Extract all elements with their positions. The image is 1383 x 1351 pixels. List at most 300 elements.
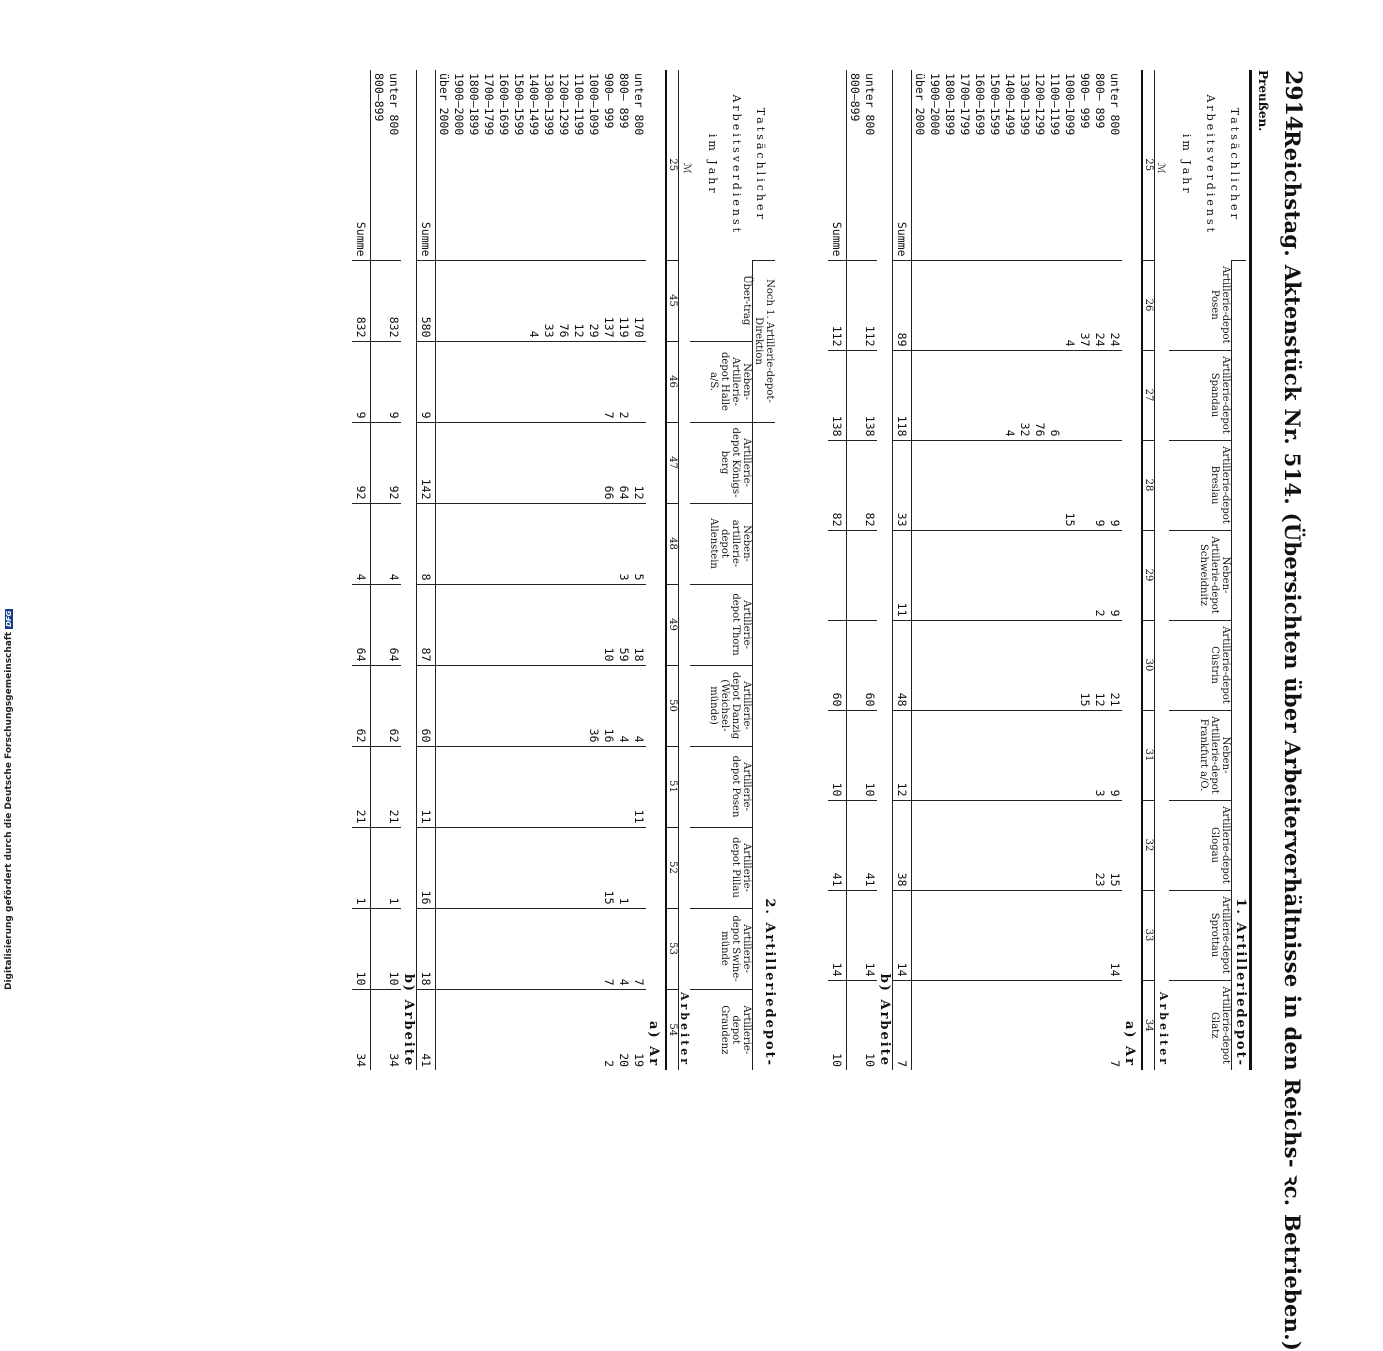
data-cell	[451, 989, 466, 1070]
data-cell: 64	[616, 422, 631, 503]
data-cell	[526, 746, 541, 827]
data-cell	[1032, 890, 1047, 980]
data-cell: 9	[1092, 440, 1107, 530]
data-cell	[942, 890, 957, 980]
table-row	[1107, 70, 1122, 1070]
sum-cell: 89	[893, 260, 912, 350]
column-number: 33	[1142, 890, 1155, 980]
data-cell	[371, 260, 387, 341]
data-cell	[972, 350, 987, 440]
data-cell	[541, 422, 556, 503]
data-cell	[436, 341, 452, 422]
data-cell	[1017, 710, 1032, 800]
table-row	[1062, 70, 1077, 1070]
data-cell	[1092, 890, 1107, 980]
sum-cell	[828, 530, 847, 620]
row-label: 1300—1399	[1018, 73, 1032, 136]
data-cell	[1077, 890, 1092, 980]
data-cell	[927, 710, 942, 800]
data-cell	[1092, 350, 1107, 440]
data-cell	[1062, 530, 1077, 620]
row-label: 1200—1299	[1033, 73, 1047, 136]
data-cell	[556, 908, 571, 989]
section2-title-text: 2. Artilleriedepot-	[762, 898, 777, 1068]
row-label: 1800—1899	[467, 73, 481, 136]
data-cell	[942, 350, 957, 440]
data-cell	[927, 980, 942, 1070]
row-label: 1000—1099	[1063, 73, 1077, 136]
data-cell	[571, 746, 586, 827]
data-cell	[451, 584, 466, 665]
column-number: 47	[666, 422, 679, 503]
data-cell	[1077, 440, 1092, 530]
data-cell	[927, 620, 942, 710]
data-cell	[586, 908, 601, 989]
data-cell	[481, 989, 496, 1070]
column-header: Neben-Artillerie-depot Halle a/S.	[690, 341, 753, 422]
data-cell	[526, 665, 541, 746]
row-label: 1100—1199	[572, 73, 586, 136]
data-cell	[1032, 530, 1047, 620]
data-cell	[987, 890, 1002, 980]
data-cell	[1077, 350, 1092, 440]
data-cell	[436, 260, 452, 341]
column-number: 26	[1142, 260, 1155, 350]
table-row	[511, 70, 526, 1070]
data-cell: 2	[601, 989, 616, 1070]
column-header: Artillerie-depot Glogau	[1169, 800, 1232, 890]
table-row	[386, 70, 401, 1070]
data-cell	[571, 665, 586, 746]
data-cell: 20	[616, 989, 631, 1070]
data-cell	[1032, 620, 1047, 710]
data-cell	[1002, 800, 1017, 890]
column-header: Artillerie-depot Graudenz	[690, 989, 753, 1070]
data-cell	[466, 422, 481, 503]
table-row	[862, 70, 877, 1070]
data-cell: 170	[631, 260, 646, 341]
data-cell	[1047, 620, 1062, 710]
data-cell	[987, 260, 1002, 350]
table-artilleriedepot-2	[352, 70, 775, 1070]
data-cell: 4	[1002, 350, 1017, 440]
row-label: unter 800	[1108, 73, 1122, 136]
data-cell	[556, 746, 571, 827]
table-row	[616, 70, 631, 1070]
data-cell	[371, 827, 387, 908]
column-number: 48	[666, 503, 679, 584]
data-cell	[571, 503, 586, 584]
column-header: Artillerie-depot Cüstrin	[1169, 620, 1232, 710]
data-cell	[496, 503, 511, 584]
data-cell	[511, 908, 526, 989]
table-row	[1047, 70, 1062, 1070]
data-cell: 15	[1107, 800, 1122, 890]
data-cell	[511, 746, 526, 827]
data-cell	[586, 422, 601, 503]
data-cell	[1047, 800, 1062, 890]
data-cell	[571, 341, 586, 422]
sum-row	[417, 70, 436, 1070]
column-header: Neben-Artillerie-depot Schweidnitz	[1169, 530, 1232, 620]
subsection-a-text: a) Ar	[1122, 1020, 1137, 1067]
dfg-credit-text: Digitalisierung gefördert durch die Deutsche Forschungsgemeinschaft	[4, 631, 14, 990]
data-cell	[541, 908, 556, 989]
data-cell	[912, 890, 928, 980]
column-header: Artillerie-depot Breslau	[1169, 440, 1232, 530]
sum-cell: 34	[352, 989, 371, 1070]
column-header: Artillerie-depot Thorn	[690, 584, 753, 665]
data-cell	[556, 422, 571, 503]
data-cell	[556, 989, 571, 1070]
data-cell	[481, 908, 496, 989]
data-cell: 62	[386, 665, 401, 746]
data-cell	[1002, 890, 1017, 980]
data-cell: 4	[616, 665, 631, 746]
data-cell: 7	[601, 908, 616, 989]
sum-cell: 18	[417, 908, 436, 989]
data-cell	[371, 665, 387, 746]
table-row	[466, 70, 481, 1070]
column-number: 27	[1142, 350, 1155, 440]
data-cell	[496, 827, 511, 908]
data-cell: 76	[556, 260, 571, 341]
data-cell: 18	[631, 584, 646, 665]
data-cell: 82	[862, 440, 877, 530]
data-cell	[526, 908, 541, 989]
data-cell	[927, 350, 942, 440]
data-cell	[451, 665, 466, 746]
data-cell: 4	[631, 665, 646, 746]
data-cell	[466, 827, 481, 908]
sum-cell: 14	[893, 890, 912, 980]
data-cell	[847, 440, 863, 530]
sum-cell: 10	[352, 908, 371, 989]
data-cell	[927, 260, 942, 350]
column-number: 31	[1142, 710, 1155, 800]
sum-cell: 12	[893, 710, 912, 800]
data-cell	[862, 530, 877, 620]
data-cell: 10	[862, 710, 877, 800]
data-cell	[847, 890, 863, 980]
row-label: 1500—1599	[988, 73, 1002, 136]
sum-cell: 33	[893, 440, 912, 530]
data-cell	[912, 800, 928, 890]
data-cell	[541, 665, 556, 746]
data-cell	[496, 665, 511, 746]
data-cell	[1062, 980, 1077, 1070]
table-row	[601, 70, 616, 1070]
data-cell	[847, 260, 863, 350]
sum-cell: 11	[417, 746, 436, 827]
data-cell: 15	[1077, 620, 1092, 710]
sum-cell: 10	[828, 710, 847, 800]
data-cell: 4	[1062, 260, 1077, 350]
column-number: 52	[666, 827, 679, 908]
data-cell	[371, 989, 387, 1070]
data-cell	[847, 350, 863, 440]
sum-cell: 9	[417, 341, 436, 422]
row-label: unter 800	[632, 73, 646, 136]
data-cell	[987, 440, 1002, 530]
column-number: 54	[666, 989, 679, 1070]
data-cell	[451, 827, 466, 908]
data-cell	[1017, 800, 1032, 890]
subsection-b-label	[877, 70, 893, 1070]
sum-cell: 8	[417, 503, 436, 584]
data-cell: 19	[631, 989, 646, 1070]
sum-cell: 4	[352, 503, 371, 584]
data-cell: 12	[631, 422, 646, 503]
row-label: 800— 899	[1093, 73, 1107, 129]
data-cell	[957, 530, 972, 620]
data-cell: 14	[862, 890, 877, 980]
data-cell: 832	[386, 260, 401, 341]
data-cell: 4	[526, 260, 541, 341]
data-cell	[1002, 620, 1017, 710]
page-number: 2914	[1280, 70, 1306, 132]
sum-cell: 14	[828, 890, 847, 980]
data-cell	[466, 260, 481, 341]
sum-cell: 21	[352, 746, 371, 827]
data-cell	[987, 800, 1002, 890]
data-cell	[942, 710, 957, 800]
data-cell	[496, 746, 511, 827]
sum-row	[828, 70, 847, 1070]
row-label: unter 800	[863, 73, 877, 136]
data-cell: 12	[1092, 620, 1107, 710]
data-cell	[1017, 980, 1032, 1070]
column-header: Artillerie-depot Posen	[690, 746, 753, 827]
data-cell	[556, 827, 571, 908]
data-cell	[451, 422, 466, 503]
data-cell: 59	[616, 584, 631, 665]
data-cell	[972, 710, 987, 800]
row-label: 1000—1099	[587, 73, 601, 136]
data-cell	[511, 503, 526, 584]
sum-cell: 41	[417, 989, 436, 1070]
data-cell	[481, 260, 496, 341]
data-cell	[1002, 440, 1017, 530]
data-cell	[541, 341, 556, 422]
column-number: 50	[666, 665, 679, 746]
data-cell	[942, 980, 957, 1070]
data-cell: 14	[1107, 890, 1122, 980]
data-cell	[371, 503, 387, 584]
column-header: Neben-Artillerie-depot Frankfurt a/O.	[1169, 710, 1232, 800]
header-rule	[1249, 70, 1252, 1070]
data-cell	[972, 260, 987, 350]
rotated-page-content	[60, 70, 1310, 1351]
data-cell	[1002, 260, 1017, 350]
data-cell	[481, 827, 496, 908]
data-cell: 4	[386, 503, 401, 584]
data-cell	[972, 980, 987, 1070]
data-cell	[1032, 800, 1047, 890]
data-cell: 3	[616, 503, 631, 584]
data-cell	[511, 989, 526, 1070]
data-cell	[1077, 800, 1092, 890]
column-number: 46	[666, 341, 679, 422]
row-label: 900— 999	[1078, 73, 1092, 129]
data-cell	[1032, 980, 1047, 1070]
data-cell	[1062, 710, 1077, 800]
data-cell	[616, 746, 631, 827]
data-cell	[1047, 890, 1062, 980]
data-cell: 32	[1017, 350, 1032, 440]
data-cell: 112	[862, 260, 877, 350]
section2-title	[753, 422, 776, 1070]
data-cell	[1017, 440, 1032, 530]
sum-cell: 16	[417, 827, 436, 908]
data-cell	[571, 827, 586, 908]
data-cell	[1032, 440, 1047, 530]
subsection-b-text: b) Arbeite	[877, 973, 892, 1067]
data-cell	[496, 341, 511, 422]
row-label: 900— 999	[602, 73, 616, 129]
table-row	[526, 70, 541, 1070]
sum-label: Summe	[417, 70, 436, 260]
data-cell: 9	[1107, 530, 1122, 620]
column-number: 25	[1142, 70, 1155, 260]
data-cell	[556, 584, 571, 665]
data-cell	[912, 710, 928, 800]
sum-cell: 580	[417, 260, 436, 341]
data-cell	[511, 341, 526, 422]
row-label: 1700—1799	[958, 73, 972, 136]
sum-cell: 112	[828, 260, 847, 350]
data-cell	[496, 260, 511, 341]
table-row	[1002, 70, 1017, 1070]
section1-sub	[1155, 260, 1170, 1070]
data-cell: 1	[616, 827, 631, 908]
data-cell	[987, 530, 1002, 620]
column-header: Artillerie-depot Pillau	[690, 827, 753, 908]
column-header: Artillerie-depot Königs-berg	[690, 422, 753, 503]
data-cell	[371, 422, 387, 503]
data-cell	[927, 440, 942, 530]
data-cell: 60	[862, 620, 877, 710]
section1-sub-text: Arbeiter	[1157, 991, 1170, 1067]
data-cell	[481, 422, 496, 503]
data-cell	[496, 908, 511, 989]
sum-label: Summe	[352, 70, 371, 260]
data-cell	[466, 746, 481, 827]
row-label: 1800—1899	[943, 73, 957, 136]
data-cell: 66	[601, 422, 616, 503]
col-header-text-2: Tatsächlicher Arbeitsverdienst im Jahr	[706, 94, 768, 236]
data-cell: 9	[1107, 710, 1122, 800]
data-cell	[1032, 260, 1047, 350]
table-row	[1092, 70, 1107, 1070]
row-label: 1600—1699	[497, 73, 511, 136]
data-cell	[1062, 800, 1077, 890]
data-cell	[541, 827, 556, 908]
data-cell	[481, 584, 496, 665]
sum-cell: 60	[828, 620, 847, 710]
column-number: 49	[666, 584, 679, 665]
sum-cell: 832	[352, 260, 371, 341]
data-cell	[541, 503, 556, 584]
row-label: 1500—1599	[512, 73, 526, 136]
data-cell	[942, 260, 957, 350]
data-cell: 2	[616, 341, 631, 422]
data-cell	[1002, 980, 1017, 1070]
data-cell	[371, 584, 387, 665]
data-cell	[847, 710, 863, 800]
data-cell	[481, 503, 496, 584]
data-cell	[1047, 710, 1062, 800]
section2-sub-text: Arbeiter	[678, 992, 691, 1068]
data-cell: 3	[1092, 710, 1107, 800]
column-number: 29	[1142, 530, 1155, 620]
data-cell	[1047, 440, 1062, 530]
data-cell: 21	[1107, 620, 1122, 710]
data-cell	[526, 422, 541, 503]
column-number: 51	[666, 746, 679, 827]
data-cell	[586, 503, 601, 584]
data-cell	[601, 746, 616, 827]
data-cell: 7	[601, 341, 616, 422]
data-cell	[1047, 980, 1062, 1070]
data-cell	[957, 440, 972, 530]
data-cell: 9	[1107, 440, 1122, 530]
section1-title-text: 1. Artilleriedepot-	[1233, 898, 1248, 1067]
row-label: 1600—1699	[973, 73, 987, 136]
data-cell	[496, 584, 511, 665]
data-cell: 7	[631, 908, 646, 989]
data-cell	[957, 710, 972, 800]
page-header	[1250, 70, 1310, 1351]
data-cell	[466, 503, 481, 584]
table-row	[586, 70, 601, 1070]
data-cell	[987, 980, 1002, 1070]
data-cell: 41	[862, 800, 877, 890]
table-row	[987, 70, 1002, 1070]
data-cell: 10	[601, 584, 616, 665]
unit-label: ℳ	[1155, 163, 1166, 174]
data-cell: 37	[1077, 260, 1092, 350]
data-cell	[942, 530, 957, 620]
sum-cell: 62	[352, 665, 371, 746]
row-label: 1300—1399	[542, 73, 556, 136]
row-label: 1200—1299	[557, 73, 571, 136]
data-cell	[451, 908, 466, 989]
column-number: 45	[666, 260, 679, 341]
row-label: 1900—2000	[452, 73, 466, 136]
data-cell	[371, 341, 387, 422]
data-cell	[1062, 620, 1077, 710]
data-cell	[371, 908, 387, 989]
row-label: 800—899	[848, 73, 862, 122]
data-cell: 76	[1032, 350, 1047, 440]
data-cell	[942, 620, 957, 710]
data-cell	[436, 746, 452, 827]
data-cell	[436, 584, 452, 665]
subsection-a2-text: a) Ar	[646, 1021, 661, 1068]
data-cell	[1002, 530, 1017, 620]
data-cell	[987, 350, 1002, 440]
data-cell	[1017, 530, 1032, 620]
column-header: Artillerie-depot Glatz	[1169, 980, 1232, 1070]
data-cell	[436, 503, 452, 584]
data-cell	[912, 440, 928, 530]
row-label: über 2000	[913, 73, 927, 136]
data-cell	[957, 260, 972, 350]
data-cell	[496, 422, 511, 503]
table-row	[571, 70, 586, 1070]
data-cell	[1017, 620, 1032, 710]
